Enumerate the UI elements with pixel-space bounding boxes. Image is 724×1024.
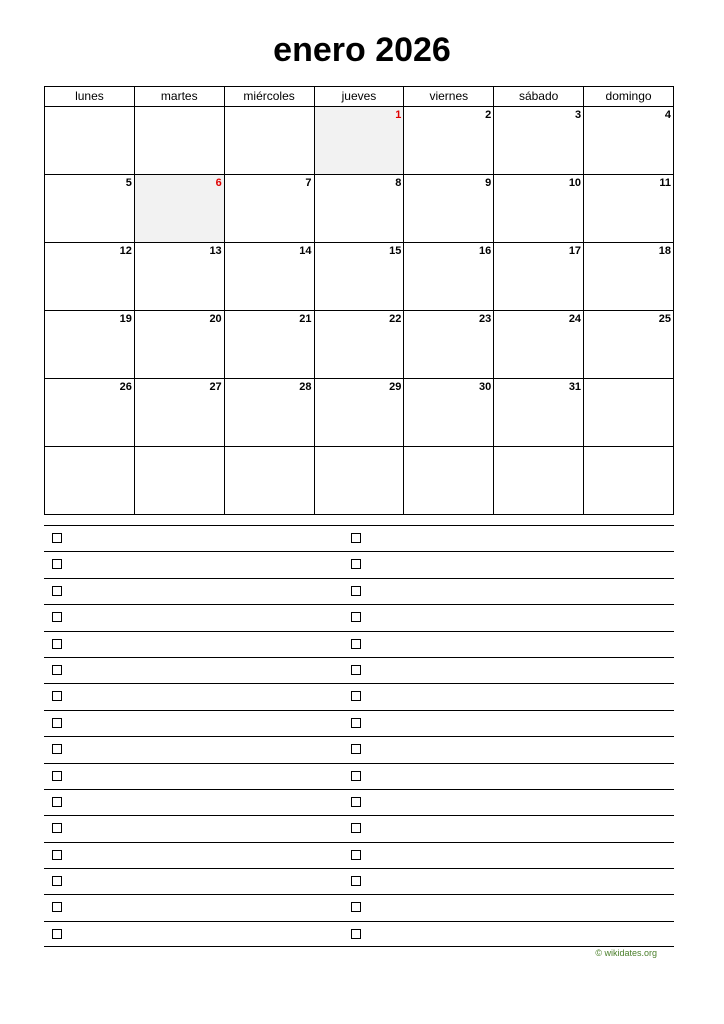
calendar-day-cell: [134, 379, 224, 447]
day-number: 18: [658, 245, 671, 257]
calendar-day-cell: [584, 243, 674, 311]
calendar-week-row: [45, 175, 674, 243]
calendar-day-cell: [404, 175, 494, 243]
weekday-header: jueves: [314, 87, 404, 107]
day-number: 1: [395, 109, 402, 121]
checkbox[interactable]: [52, 744, 62, 754]
calendar-day-cell: [314, 447, 404, 515]
checkbox[interactable]: [351, 718, 361, 728]
checkbox[interactable]: [52, 639, 62, 649]
checklist: [44, 525, 674, 947]
calendar-day-cell: [45, 243, 135, 311]
day-number: 24: [568, 313, 582, 325]
calendar-week-row: [45, 311, 674, 379]
day-number: 4: [664, 109, 671, 121]
day-number: 17: [568, 245, 582, 257]
checkbox[interactable]: [351, 823, 361, 833]
day-number: 6: [215, 177, 222, 189]
checklist-row: [44, 525, 674, 551]
weekday-header: domingo: [584, 87, 674, 107]
checkbox[interactable]: [351, 586, 361, 596]
day-number: 8: [395, 177, 402, 189]
calendar-day-cell: [314, 311, 404, 379]
checkbox[interactable]: [351, 771, 361, 781]
checkbox[interactable]: [351, 665, 361, 675]
calendar-day-cell: [224, 311, 314, 379]
calendar-day-cell: [494, 243, 584, 311]
day-number: 15: [389, 245, 402, 257]
calendar-day-cell: [45, 107, 135, 175]
calendar-day-cell: [584, 379, 674, 447]
day-number: 23: [478, 313, 492, 325]
checkbox[interactable]: [351, 612, 361, 622]
calendar-day-cell: [314, 379, 404, 447]
calendar-week-row: [45, 107, 674, 175]
calendar-day-cell: [134, 311, 224, 379]
calendar-day-cell: [404, 311, 494, 379]
calendar-day-cell: [224, 447, 314, 515]
day-number: 5: [125, 177, 132, 189]
day-number: 26: [119, 381, 132, 393]
checklist-row: [44, 578, 674, 604]
checkbox[interactable]: [52, 771, 62, 781]
day-number: 29: [389, 381, 402, 393]
checkbox[interactable]: [52, 665, 62, 675]
checklist-row: [44, 842, 674, 868]
day-number: 11: [659, 177, 671, 189]
checkbox[interactable]: [351, 691, 361, 701]
calendar-week-row: [45, 379, 674, 447]
checkbox[interactable]: [351, 929, 361, 939]
calendar-day-cell: [45, 175, 135, 243]
calendar-day-cell: [404, 379, 494, 447]
checkbox[interactable]: [52, 876, 62, 886]
day-number: 25: [658, 313, 671, 325]
calendar-day-cell: [494, 447, 584, 515]
checkbox[interactable]: [52, 850, 62, 860]
day-number: 22: [389, 313, 402, 325]
day-number: 12: [119, 245, 132, 257]
checklist-row: [44, 710, 674, 736]
day-number: 27: [209, 381, 222, 393]
calendar-day-cell: [404, 107, 494, 175]
calendar-day-cell: [584, 107, 674, 175]
calendar-day-cell: [404, 447, 494, 515]
day-number: 10: [568, 177, 582, 189]
checkbox[interactable]: [52, 691, 62, 701]
checklist-row: [44, 815, 674, 841]
weekday-header: lunes: [45, 87, 135, 107]
checklist-row: [44, 763, 674, 789]
day-number: 30: [478, 381, 492, 393]
checkbox[interactable]: [351, 744, 361, 754]
calendar-day-cell: [584, 447, 674, 515]
checklist-row: [44, 604, 674, 630]
weekday-header: martes: [134, 87, 224, 107]
calendar-day-cell: [134, 243, 224, 311]
weekday-header: miércoles: [224, 87, 314, 107]
checkbox[interactable]: [52, 797, 62, 807]
day-number: 14: [299, 245, 312, 257]
day-number: 28: [299, 381, 312, 393]
calendar-day-cell: [224, 175, 314, 243]
calendar-day-cell: [494, 107, 584, 175]
checkbox[interactable]: [52, 902, 62, 912]
day-number: 16: [478, 245, 492, 257]
day-number: 2: [485, 109, 492, 121]
calendar-day-cell: [314, 175, 404, 243]
checklist-row: [44, 631, 674, 657]
checklist-row: [44, 551, 674, 577]
day-number: 3: [574, 109, 582, 121]
day-number: 7: [305, 177, 312, 189]
checkbox[interactable]: [52, 612, 62, 622]
checkbox[interactable]: [351, 797, 361, 807]
day-number: 20: [209, 313, 222, 325]
calendar-day-cell: [134, 107, 224, 175]
calendar-day-cell: [314, 243, 404, 311]
calendar-day-cell: [224, 107, 314, 175]
checkbox[interactable]: [52, 533, 62, 543]
checklist-row: [44, 789, 674, 815]
checkbox[interactable]: [351, 850, 361, 860]
calendar-week-row: [45, 447, 674, 515]
calendar-day-cell: [584, 175, 674, 243]
calendar-day-cell: [494, 175, 584, 243]
calendar-day-cell: [494, 379, 584, 447]
calendar-day-cell: [404, 243, 494, 311]
calendar-day-cell: [584, 311, 674, 379]
day-number: 21: [299, 313, 312, 325]
checkbox[interactable]: [351, 533, 361, 543]
checkbox[interactable]: [52, 586, 62, 596]
weekday-header-row: [45, 87, 674, 107]
checkbox[interactable]: [351, 902, 361, 912]
checkbox[interactable]: [351, 876, 361, 886]
weekday-header: viernes: [404, 87, 494, 107]
day-number: 31: [568, 381, 582, 393]
checkbox[interactable]: [351, 559, 361, 569]
calendar-day-cell: [45, 379, 135, 447]
checklist-row: [44, 736, 674, 762]
checkbox[interactable]: [52, 559, 62, 569]
checkbox[interactable]: [351, 639, 361, 649]
checklist-row: [44, 868, 674, 894]
calendar-day-cell: [45, 447, 135, 515]
footer-credit: © wikidates.org: [595, 948, 657, 958]
checkbox[interactable]: [52, 929, 62, 939]
checklist-row: [44, 683, 674, 709]
checkbox[interactable]: [52, 718, 62, 728]
calendar-day-cell: [224, 243, 314, 311]
calendar-day-cell: [45, 311, 135, 379]
calendar-week-row: [45, 243, 674, 311]
day-number: 19: [119, 313, 132, 325]
checklist-row: [44, 921, 674, 947]
calendar-day-cell: [134, 447, 224, 515]
calendar-day-cell: [134, 175, 224, 243]
calendar-day-cell: [314, 107, 404, 175]
checklist-row: [44, 894, 674, 920]
calendar-day-cell: [494, 311, 584, 379]
day-number: 13: [209, 245, 222, 257]
calendar-day-cell: [224, 379, 314, 447]
calendar-title: enero 2026: [273, 31, 451, 69]
weekday-header: sábado: [494, 87, 584, 107]
calendar-grid: [44, 86, 674, 515]
checklist-row: [44, 657, 674, 683]
checkbox[interactable]: [52, 823, 62, 833]
day-number: 9: [485, 177, 492, 189]
